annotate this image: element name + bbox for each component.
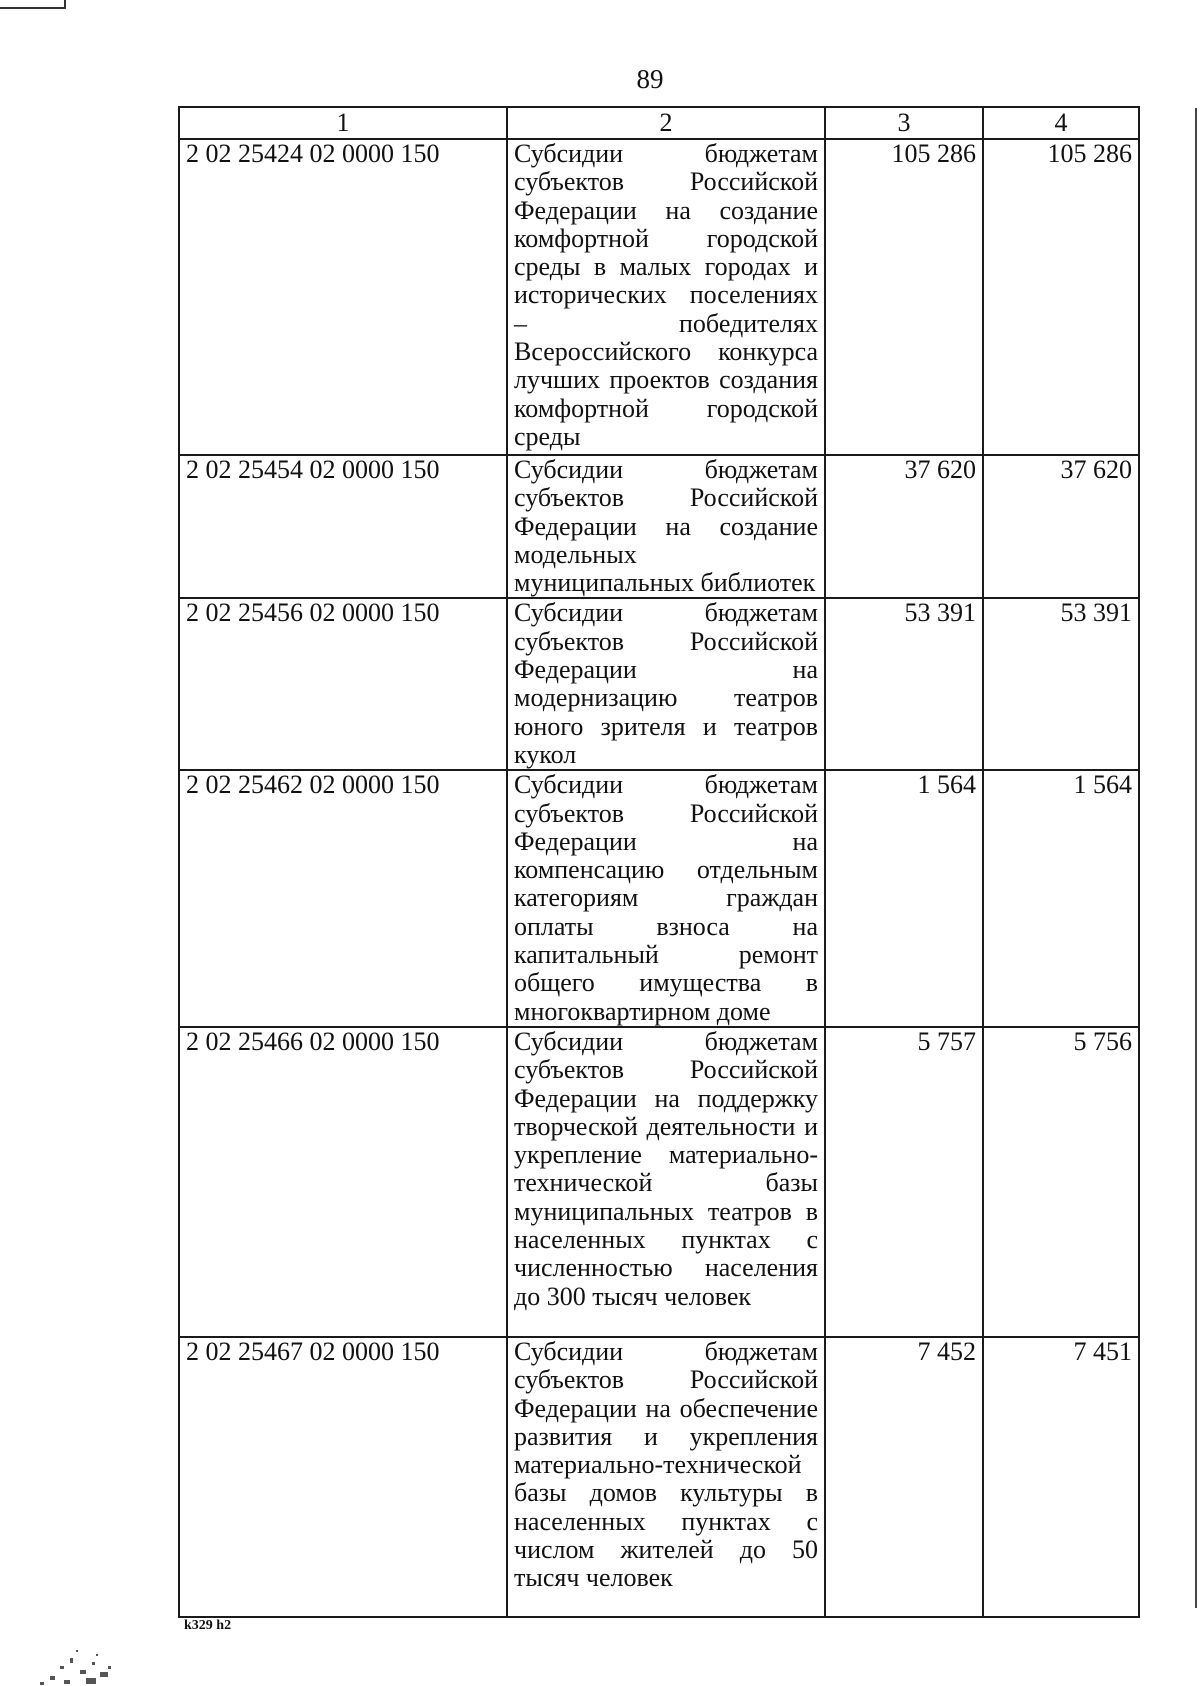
row-code: 2 02 25462 02 0000 150 [179, 770, 507, 1027]
row-description: Субсидии бюджетам субъектов Российской Федерации на создание модельных муниципальных библиотек [507, 455, 825, 598]
table-row [179, 1027, 1139, 1337]
scan-noise-artifact [0, 1596, 130, 1686]
row-value-col4: 5 756 [983, 1027, 1139, 1337]
row-value-col3: 5 757 [825, 1027, 983, 1337]
header-col-4: 4 [983, 107, 1139, 139]
table-row [179, 139, 1139, 455]
row-value-col4: 1 564 [983, 770, 1139, 1027]
table-row [179, 598, 1139, 770]
header-row [179, 107, 1139, 139]
row-code: 2 02 25454 02 0000 150 [179, 455, 507, 598]
scan-edge-top [0, 0, 66, 9]
row-description: Субсидии бюджетам субъектов Российской Федерации на поддержку творческой деятельности и укрепление материально-технической базы муниципальных театров в населенных пунктах с численностью населения до 300 тысяч человек [507, 1027, 825, 1337]
budget-table [178, 106, 1140, 1618]
header-col-1: 1 [179, 107, 507, 139]
row-value-col3: 37 620 [825, 455, 983, 598]
page-number: 89 [636, 64, 664, 94]
table-row [179, 770, 1139, 1027]
header-col-3: 3 [825, 107, 983, 139]
row-value-col3: 7 452 [825, 1337, 983, 1617]
row-value-col4: 37 620 [983, 455, 1139, 598]
row-description: Субсидии бюджетам субъектов Российской Федерации на создание комфортной городской среды в малых городах и исторических поселениях – победителях Всероссийского конкурса лучших проектов создания комфортной городской среды [507, 139, 825, 455]
table-row [179, 1337, 1139, 1617]
row-value-col4: 105 286 [983, 139, 1139, 455]
row-value-col3: 105 286 [825, 139, 983, 455]
row-code: 2 02 25467 02 0000 150 [179, 1337, 507, 1617]
row-value-col3: 53 391 [825, 598, 983, 770]
row-code: 2 02 25456 02 0000 150 [179, 598, 507, 770]
row-code: 2 02 25466 02 0000 150 [179, 1027, 507, 1337]
table-body [179, 139, 1139, 1617]
row-value-col4: 7 451 [983, 1337, 1139, 1617]
row-description: Субсидии бюджетам субъектов Российской Федерации на модернизацию театров юного зрителя и театров кукол [507, 598, 825, 770]
header-col-2: 2 [507, 107, 825, 139]
row-description: Субсидии бюджетам субъектов Российской Федерации на компенсацию отдельным категориям граждан оплаты взноса на капитальный ремонт общего имущества в многоквартирном доме [507, 770, 825, 1027]
footer-document-code: k329 h2 [184, 1618, 232, 1633]
table-header [179, 107, 1139, 139]
table-row [179, 455, 1139, 598]
scan-edge-right [1195, 108, 1200, 1608]
row-code: 2 02 25424 02 0000 150 [179, 139, 507, 455]
row-value-col3: 1 564 [825, 770, 983, 1027]
row-description: Субсидии бюджетам субъектов Российской Федерации на обеспечение развития и укрепления материально-технической базы домов культуры в населенных пунктах с числом жителей до 50 тысяч человек [507, 1337, 825, 1617]
row-value-col4: 53 391 [983, 598, 1139, 770]
